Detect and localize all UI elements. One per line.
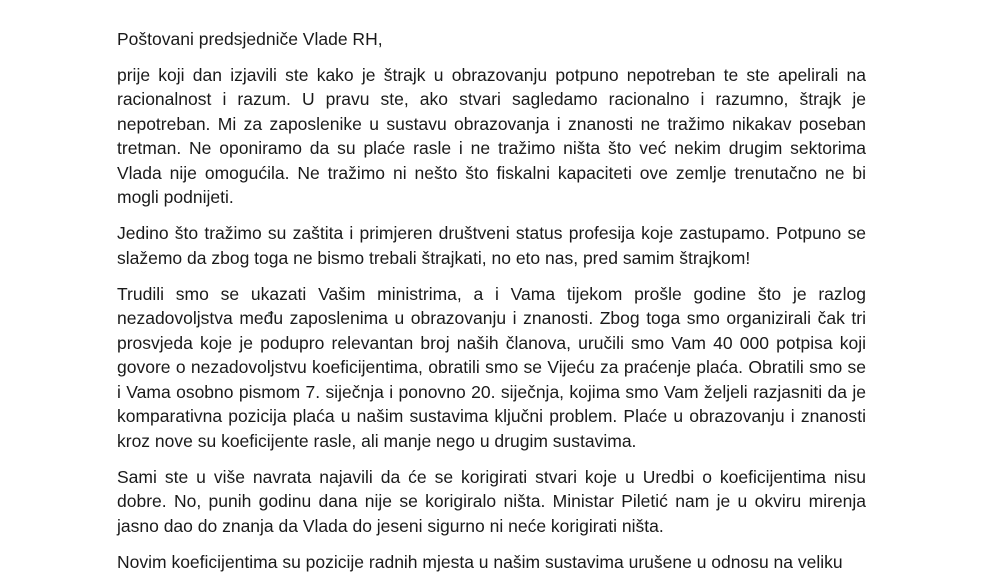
letter-page: [117, 27, 866, 586]
letter-paragraph-4: Sami ste u više navrata najavili da će se korigirati stvari koje u Uredbi o koeficijentima nisu dobre. No, punih godinu dana nije se korigiralo ništa. Ministar Piletić nam je u okviru mirenja jasno dao do znanja da Vlada do jeseni sigurno ni neće korigirati ništa.: [117, 466, 866, 536]
letter-paragraph-5: Novim koeficijentima su pozicije radnih mjesta u našim sustavima urušene u odnosu na veliku: [117, 551, 843, 572]
letter-paragraph-1: prije koji dan izjavili ste kako je štrajk u obrazovanju potpuno nepotreban te ste apelirali na racionalnost i razum. U pravu ste, ako stvari sagledamo racionalno i razumno, štrajk je nepotreban. Mi za zaposlenike u sustavu obrazovanja i znanosti ne tražimo nikakav poseban tretman. Ne oponiramo da su plaće rasle i ne tražimo ništa što već nekim drugim sektorima Vlada nije omogućila. Ne tražimo ni nešto što fiskalni kapaciteti ove zemlje trenutačno ne bi mogli podnijeti.: [117, 64, 866, 207]
letter-paragraph-3: Trudili smo se ukazati Vašim ministrima, a i Vama tijekom prošle godine što je razlog nezadovoljstva među zaposlenima u obrazovanju i znanosti. Zbog toga smo organizirali čak tri prosvjeda koje je podupro relevantan broj naših članova, uručili smo Vam 40 000 potpisa koji govore o nezadovoljstvu koeficijentima, obratili smo se Vijeću za praćenje plaća. Obratili smo se i Vama osobno pismom 7. siječnja i ponovno 20. siječnja, kojima smo Vam željeli razjasniti da je komparativna pozicija plaća u našim sustavima ključni problem. Plaće u obrazovanju i znanosti kroz nove su koeficijente rasle, ali manje nego u drugim sustavima.: [117, 283, 866, 451]
letter-paragraph-2: Jedino što tražimo su zaštita i primjeren društveni status profesija koje zastupamo. Potpuno se slažemo da zbog toga ne bismo trebali štrajkati, no eto nas, pred samim štrajkom!: [117, 223, 866, 268]
letter-salutation: Poštovani predsjedniče Vlade RH,: [117, 29, 383, 49]
